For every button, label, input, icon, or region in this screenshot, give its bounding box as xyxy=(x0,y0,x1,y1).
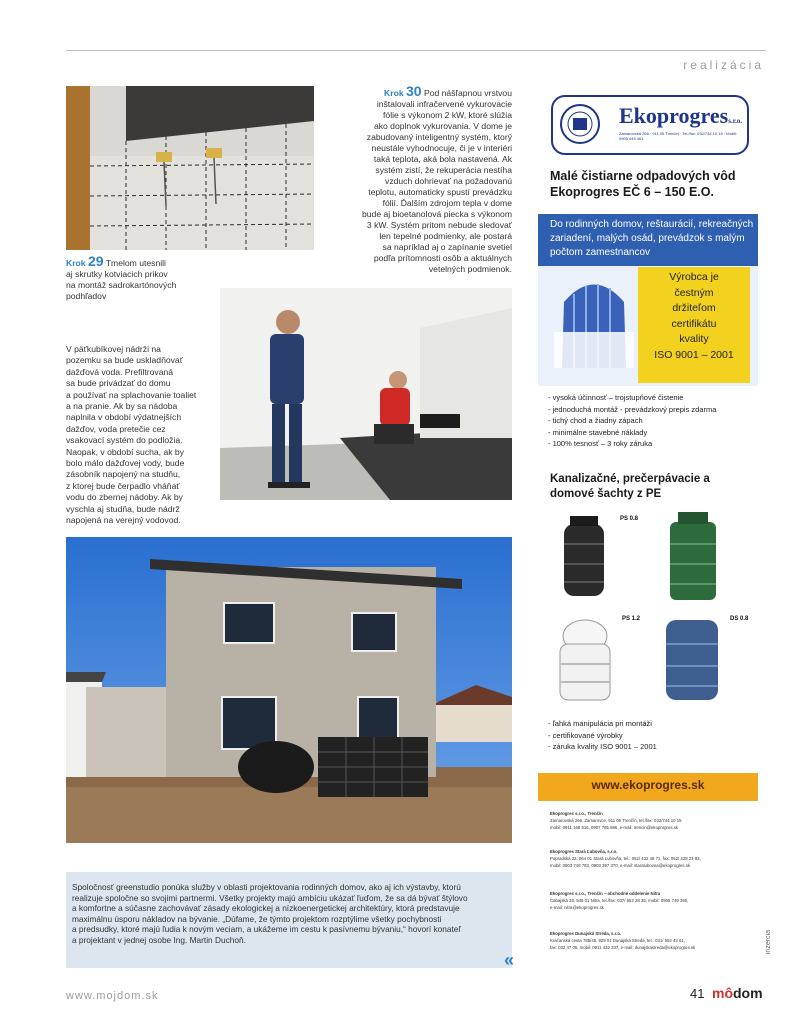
top-rule xyxy=(66,50,766,51)
list-item: - ľahká manipulácia pri montáži xyxy=(548,718,657,730)
list-item: - certifikované výrobky xyxy=(548,730,657,742)
caption-step-30: Krok 30 Pod nášľapnou vrstvou inštalovali infračervené vykurovacie fólie s výkonom 2 kW, ktoré slúžia ako doplnok vykurovania. V dome je zabudovaný inteligentný systém, ktorý neustále vyhodnocuje, či je v interiéri taká teplota, aká bola nastavená. Ak systém zistí, že rekuperácia nestíha vzduch dohrievať na požadovanú teplotu, automaticky spustí prevádzku fólií. Ďalším zdrojom tepla v dome bude aj bioetanolová piecka s výkonom 3 kW. Systém pritom nebude sledovať len tepelné podmienky, ale postará sa napríklad aj o zapínanie svetiel podľa prítomnosti osôb a aktuálnych vetelných podmienok. xyxy=(361,83,512,274)
ad-band-text: Do rodinných domov, reštaurácií, rekreačných zariadení, malých osád, prevádzok s malým počtom zamestnancov xyxy=(550,219,754,258)
ad-title-shafts: Kanalizačné, prečerpávacie a domové šachty z PE xyxy=(550,473,710,500)
feature-list-plants xyxy=(548,392,716,450)
ad-url[interactable]: www.ekoprogres.sk xyxy=(591,778,705,792)
list-item: - záruka kvality ISO 9001 – 2001 xyxy=(548,741,657,753)
footer-url[interactable]: www.mojdom.sk xyxy=(66,990,159,1002)
advertisement-label: inzercia xyxy=(765,930,772,955)
list-item: - tichý chod a žiadny zápach xyxy=(548,415,716,427)
photo-interior-workers xyxy=(220,288,512,500)
photo-house-exterior xyxy=(66,537,512,843)
address-block-nitra: Ekoprogres s.r.o., Trenčín – obchodné oddelenie Nitra Cabajská 28, 949 01 Nitra, tel./fax: 037/ 652 28 35, mobil: 0905 749 390, e-mail: nitra@ekoprogres.sk xyxy=(550,891,689,910)
treatment-plant-tank-image xyxy=(554,272,634,376)
ad-title: Malé čistiarne odpadových vôd Ekoprogres EČ 6 – 150 E.O. xyxy=(550,169,736,199)
shaft-ds08-image xyxy=(656,614,728,706)
shaft-ps08-image xyxy=(550,514,618,602)
ekoprogres-logo xyxy=(551,95,749,155)
photo-wall-membrane xyxy=(66,86,314,250)
logo-address: Zamarovská 266 · 911 05 Trenčín · Tel./fax: 032/744 10 15 · Mobil: 0905 445 461 xyxy=(619,131,737,141)
body-text-rainwater: V päťkubíkovej nádrži na pozemku sa bude uskladňovať dažďová voda. Prefiltrovaná sa bude privádzať do domu a používať na splachovanie toaliet a na pranie. Ak by sa nádoba naplnila v období výdatnejších dažďov, voda pretečie cez vsakovací systém do podložia. Naopak, v období sucha, ak by bolo málo dažďovej vody, bude zásobník napojený na studňu, z ktorej bude čerpadlo vháňať vodu do zbernej nádoby. Ak by vyschla aj studňa, bude nádrž napojená na verejný vodovod. xyxy=(66,344,197,526)
iso-certificate-text: Výrobca je čestným držiteľom certifikátu kvality ISO 9001 – 2001 xyxy=(654,271,734,361)
magazine-logo: môdom xyxy=(712,985,763,1001)
address-block-dunajska-streda: Ekoprogres Dunajská Streda, s.r.o. Kračanská cesta 785/45, 929 01 Dunajská Streda, tel.: 031/ 552 43 61, fax: 032 47 05, mobil: 0911 432 337, e-mail: dunajskastreda@ekoprogres.sk xyxy=(550,931,696,950)
logo-name: Ekoprogress.r.o. xyxy=(619,103,743,128)
feature-list-shafts xyxy=(548,718,657,753)
tank-label-ds08: DS 0.8 xyxy=(730,616,749,622)
list-item: - vysoká účinnosť – trojstupňové čistenie xyxy=(548,392,716,404)
ekoprogres-advertisement xyxy=(538,86,758,974)
shaft-ps12-image xyxy=(550,614,620,704)
page-number: 41 xyxy=(690,986,705,1001)
tank-label-ps08: PS 0.8 xyxy=(620,516,639,522)
list-item: - minimálne stavebné náklady xyxy=(548,427,716,439)
shaft-green-image xyxy=(658,510,728,606)
address-block-trencin: Ekoprogres s.r.o., Trenčín Zamarovská 266, Zamarovce, 911 05 Trenčín, tel./fax: 032/744 10 15 mobil: 0911 168 516, 0907 785 886, e-mail: trencin@ekoprogres.sk xyxy=(550,811,682,830)
caption-step-29: Krok 29 Tmelom utesnili aj skrutky kotviacich prikov na montáž sadrokartónových podhľadov xyxy=(66,253,177,301)
address-block-stara-lubovna: Ekoprogres Stará Ľubovňa, s.r.o. Popradská 22, 064 01 Stará Ľubovňa, tel.: 052/ 432 48 71, fax: 052/ 428 23 83, mobil: 0903 748 783, 0903 397 370, e-mail: staralubovna@ekoprogres.sk xyxy=(550,849,701,868)
company-seal-icon xyxy=(559,103,601,145)
tank-label-ps12: PS 1.2 xyxy=(622,616,641,622)
list-item: - 100% tesnosť – 3 roky záruka xyxy=(548,438,716,450)
section-label: realizácia xyxy=(683,58,764,72)
info-box-text: Spoločnosť greenstudio ponúka služby v oblasti projektovania rodinných domov, ako aj ich výstavby, ktorú realizuje spoločne so svojimi partnermi. Všetky projekty majú ambíciu ukázať ľuďom, že sa dá bývať štýlovo a komfortne a súčasne zachovávať zásady ekologickej a nízkoenergetickej architektúry, ktorá predstavuje maximálnu úsporu nákladov na bývanie. „Dúfame, že týmto projektom rozptýlime všetky pochybnosti a predsudky, ktoré majú ľudia k novým veciam, a ukážeme im cestu k pasívnemu bývaniu,“ hovorí konateľ a projektant v jednej osobe Ing. Martin Duchoň. xyxy=(72,882,468,945)
chevron-left-icon: « xyxy=(504,950,515,970)
list-item: - jednoduchá montáž - prevádzkový prepis zdarma xyxy=(548,404,716,416)
